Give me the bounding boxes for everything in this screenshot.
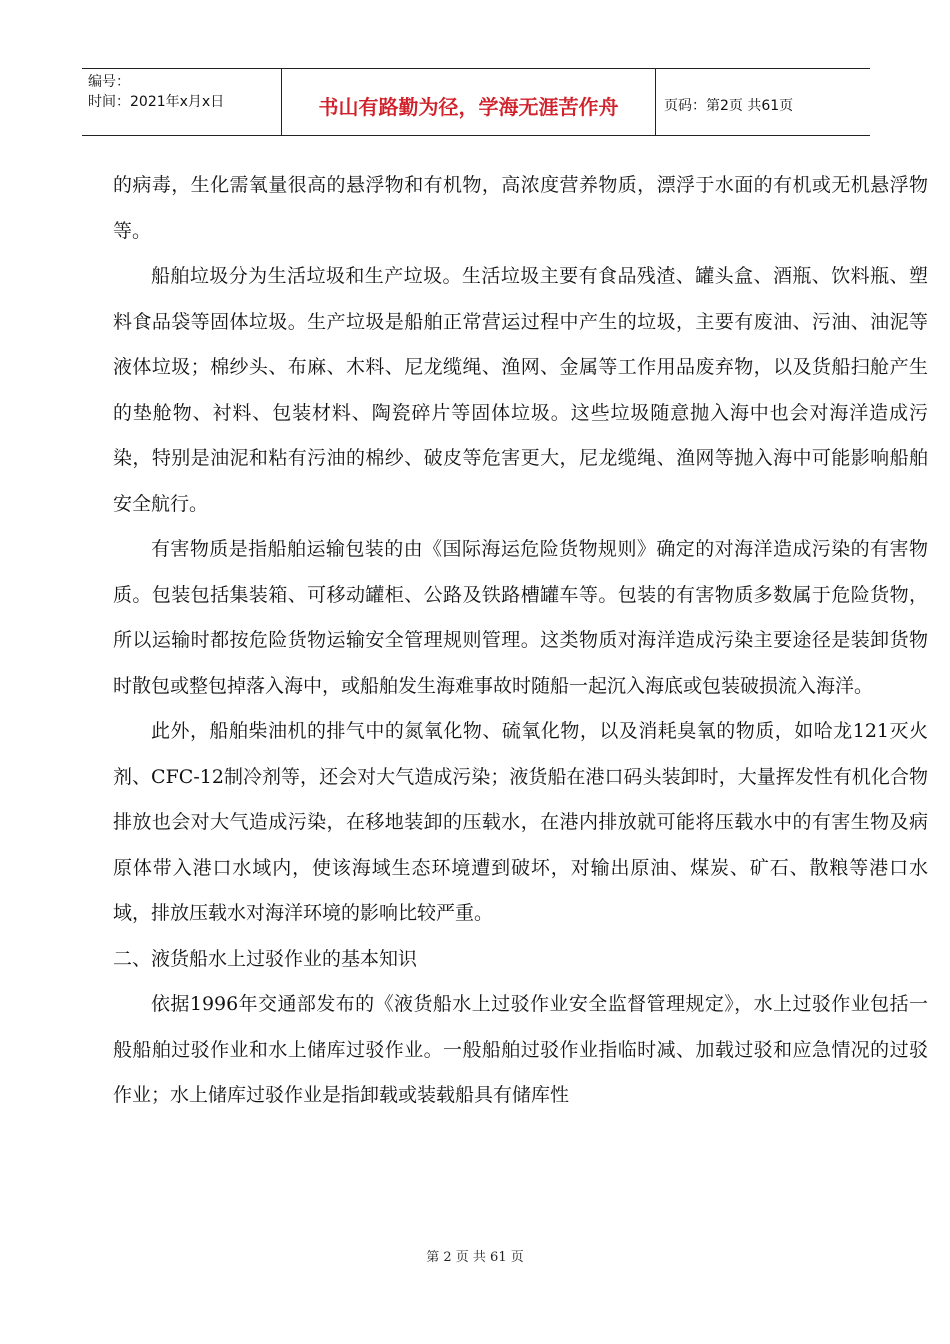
document-time-label: 时间：2021年x月x日 xyxy=(88,94,225,110)
page-footer: 第 2 页 共 61 页 xyxy=(426,1250,524,1265)
section-heading: 二、液货船水上过驳作业的基本知识 xyxy=(113,947,418,970)
header-meta-cell xyxy=(82,69,282,135)
header-page-code: 页码：第2页 共61页 xyxy=(664,98,794,114)
document-number-label: 编号： xyxy=(88,74,130,90)
paragraph-harmful-substances: 有害物质是指船舶运输包装的由《国际海运危险货物规则》确定的对海洋造成污染的有害物质。包装包括集装箱、可移动罐柜、公路及铁路槽罐车等。包装的有害物质多数属于危险货物，所以运输时都按危险货物运输安全管理规则管理。这类物质对海洋造成污染主要途径是装卸货物时散包或整包掉落入海中，或船舶发生海难事故时随船一起沉入海底或包装破损流入海洋。 xyxy=(113,538,928,697)
paragraph-air-pollution: 此外，船舶柴油机的排气中的氮氧化物、硫氧化物，以及消耗臭氧的物质，如哈龙121灭火剂、CFC-12制冷剂等，还会对大气造成污染；液货船在港口码头装卸时，大量挥发性有机化合物排放也会对大气造成污染，在移地装卸的压载水，在港内排放就可能将压载水中的有害生物及病原体带入港口水域内，使该海域生态环境遭到破坏，对输出原油、煤炭、矿石、散粮等港口水域，排放压载水对海洋环境的影响比较严重。 xyxy=(113,720,928,924)
header-motto: 书山有路勤为径，学海无涯苦作舟 xyxy=(282,69,656,135)
paragraph-continuation: 的病毒，生化需氧量很高的悬浮物和有机物，高浓度营养物质，漂浮于水面的有机或无机悬浮物等。 xyxy=(113,174,928,242)
paragraph-ship-garbage: 船舶垃圾分为生活垃圾和生产垃圾。生活垃圾主要有食品残渣、罐头盒、酒瓶、饮料瓶、塑料食品袋等固体垃圾。生产垃圾是船舶正常营运过程中产生的垃圾，主要有废油、污油、油泥等液体垃圾；棉纱头、布麻、木料、尼龙缆绳、渔网、金属等工作用品废弃物，以及货船扫舱产生的垫舱物、衬料、包装材料、陶瓷碎片等固体垃圾。这些垃圾随意抛入海中也会对海洋造成污染，特别是油泥和粘有污油的棉纱、破皮等危害更大，尼龙缆绳、渔网等抛入海中可能影响船舶安全航行。 xyxy=(113,265,928,515)
document-body xyxy=(113,163,928,1119)
page-header xyxy=(82,68,870,136)
paragraph-transfer-operations: 依据1996年交通部发布的《液货船水上过驳作业安全监督管理规定》，水上过驳作业包括一般船舶过驳作业和水上储库过驳作业。一般船舶过驳作业指临时减、加载过驳和应急情况的过驳作业；水上储库过驳作业是指卸载或装载船具有储库性 xyxy=(113,993,928,1106)
